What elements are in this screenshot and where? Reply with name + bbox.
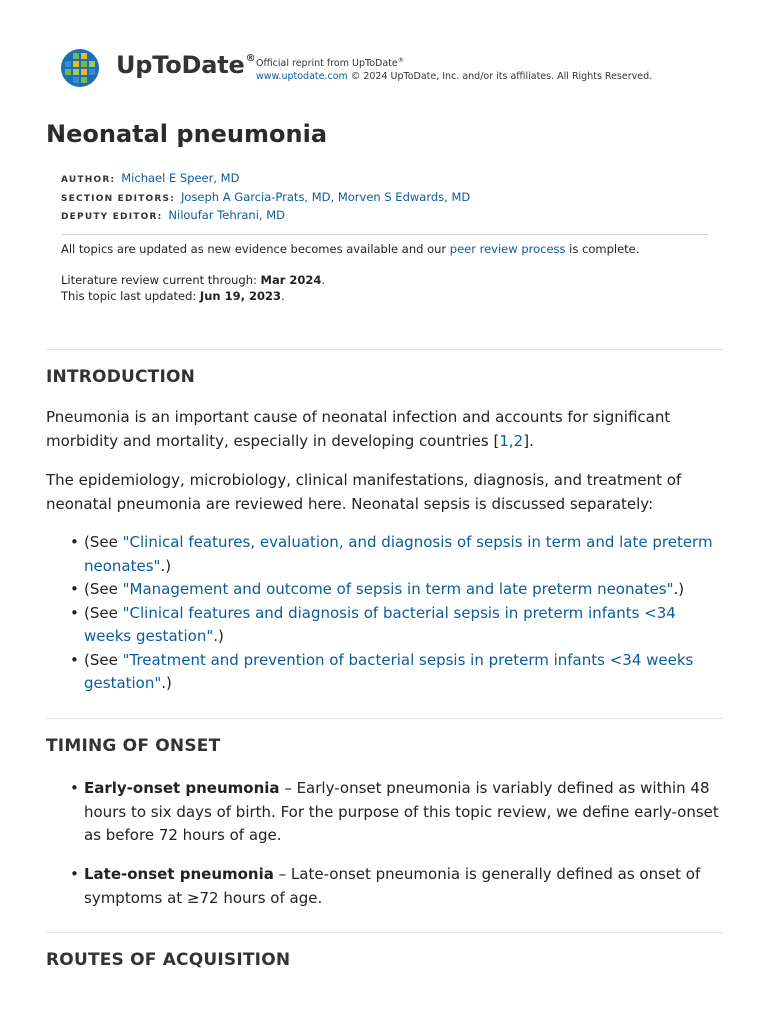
deputy-editor-link[interactable]: Niloufar Tehrani, MD bbox=[168, 208, 285, 222]
bullet-icon: • bbox=[70, 865, 79, 883]
related-topics-list bbox=[46, 531, 723, 696]
author-row bbox=[61, 170, 711, 189]
list-item bbox=[46, 863, 723, 910]
definition-early-onset: – Early-onset pneumonia is variably defined as within 48 hours to six days of birth. For the purpose of this topic review, we define early-onset as before 72 hours of age. bbox=[84, 779, 719, 844]
section-editors-row bbox=[61, 189, 711, 208]
reference-link[interactable]: 1 bbox=[499, 431, 509, 450]
reprint-line: Official reprint from UpToDate bbox=[256, 58, 398, 70]
section-heading-routes-of-acquisition: ROUTES OF ACQUISITION bbox=[46, 950, 291, 970]
logo-name: UpToDate bbox=[116, 51, 245, 79]
list-item bbox=[46, 602, 723, 649]
logo-registered-mark: ® bbox=[245, 53, 256, 64]
reprint-registered-mark: ® bbox=[397, 56, 405, 64]
period: . bbox=[280, 289, 285, 303]
uptodate-url-link[interactable]: www.uptodate.com bbox=[256, 71, 348, 83]
update-notes bbox=[61, 241, 711, 304]
section-divider bbox=[46, 718, 723, 719]
literature-review-date bbox=[61, 272, 711, 288]
update-text-end: is complete. bbox=[565, 242, 640, 256]
reprint-header bbox=[60, 48, 720, 90]
definition-late-onset: – Late-onset pneumonia is generally defined as onset of symptoms at ≥72 hours of age. bbox=[84, 865, 701, 907]
topic-link-sepsis-term-diagnosis[interactable]: "Clinical features, evaluation, and diagnosis of sepsis in term and late preterm neonates" bbox=[84, 533, 713, 575]
see-prefix: (See bbox=[84, 580, 123, 598]
topic-link-sepsis-term-management[interactable]: "Management and outcome of sepsis in term and late preterm neonates" bbox=[122, 580, 674, 598]
scope-paragraph: The epidemiology, microbiology, clinical manifestations, diagnosis, and treatment of neonatal pneumonia are reviewed here. Neonatal sepsis is discussed separately: bbox=[46, 471, 682, 513]
literature-review-value: Mar 2024 bbox=[260, 273, 322, 287]
bullet-icon: • bbox=[70, 533, 79, 551]
reference-link[interactable]: 2 bbox=[513, 431, 524, 450]
update-text: All topics are updated as new evidence becomes available and our bbox=[61, 242, 450, 256]
list-item bbox=[46, 578, 723, 602]
period: . bbox=[321, 273, 326, 287]
see-suffix: .) bbox=[673, 580, 685, 598]
logo-wordmark bbox=[116, 51, 255, 79]
peer-review-link[interactable]: peer review process bbox=[449, 242, 566, 256]
see-suffix: .) bbox=[213, 627, 224, 645]
see-prefix: (See bbox=[84, 603, 123, 622]
section-divider bbox=[46, 349, 723, 350]
divider bbox=[61, 234, 708, 235]
copyright-text: © 2024 UpToDate, Inc. and/or its affiliates. All Rights Reserved. bbox=[347, 71, 653, 83]
list-item bbox=[46, 531, 723, 578]
deputy-editor-label: DEPUTY EDITOR: bbox=[61, 212, 163, 222]
see-prefix: (See bbox=[84, 533, 123, 551]
author-link[interactable]: Michael E Speer, MD bbox=[121, 171, 240, 185]
last-updated-date bbox=[61, 288, 711, 304]
update-statement bbox=[61, 241, 711, 257]
section-editor-link[interactable]: Morven S Edwards, MD bbox=[337, 189, 471, 204]
list-item bbox=[46, 649, 723, 696]
contributors bbox=[61, 170, 711, 226]
reference-separator: , bbox=[508, 431, 514, 450]
see-suffix: .) bbox=[160, 556, 172, 575]
section-editors-label: SECTION EDITORS: bbox=[61, 193, 176, 204]
paragraph-text: Pneumonia is an important cause of neonatal infection and accounts for significant morbidity and mortality, especially in developing countries [ bbox=[46, 408, 671, 450]
author-label: AUTHOR: bbox=[61, 175, 116, 185]
term-early-onset: Early-onset pneumonia bbox=[84, 779, 280, 797]
bullet-icon: • bbox=[70, 779, 79, 797]
uptodate-logo-icon bbox=[60, 48, 100, 88]
section-heading-introduction: INTRODUCTION bbox=[46, 367, 196, 387]
editor-separator: , bbox=[330, 189, 338, 204]
paragraph-text-end: ]. bbox=[523, 431, 534, 450]
last-updated-label: This topic last updated: bbox=[61, 289, 200, 303]
section-divider bbox=[46, 932, 723, 933]
literature-review-label: Literature review current through: bbox=[61, 273, 261, 287]
topic-link-sepsis-preterm-diagnosis[interactable]: "Clinical features and diagnosis of bacterial sepsis in preterm infants <34 weeks gestation" bbox=[84, 603, 676, 645]
see-prefix: (See bbox=[84, 650, 123, 669]
bullet-icon: • bbox=[70, 603, 79, 622]
introduction-paragraph bbox=[46, 406, 721, 453]
topic-link-sepsis-preterm-treatment[interactable]: "Treatment and prevention of bacterial sepsis in preterm infants <34 weeks gestation" bbox=[84, 650, 694, 692]
list-item bbox=[46, 777, 723, 848]
timing-list bbox=[46, 777, 723, 926]
last-updated-value: Jun 19, 2023 bbox=[199, 289, 281, 303]
section-heading-timing-of-onset: TIMING OF ONSET bbox=[46, 736, 221, 756]
deputy-editor-row bbox=[61, 207, 711, 226]
section-editor-link[interactable]: Joseph A Garcia-Prats, MD bbox=[181, 189, 331, 204]
page-title: Neonatal pneumonia bbox=[46, 120, 328, 148]
bullet-icon: • bbox=[70, 580, 79, 598]
see-suffix: .) bbox=[161, 674, 172, 692]
bullet-icon: • bbox=[70, 650, 79, 669]
term-late-onset: Late-onset pneumonia bbox=[84, 865, 274, 883]
reprint-notice bbox=[256, 54, 652, 83]
